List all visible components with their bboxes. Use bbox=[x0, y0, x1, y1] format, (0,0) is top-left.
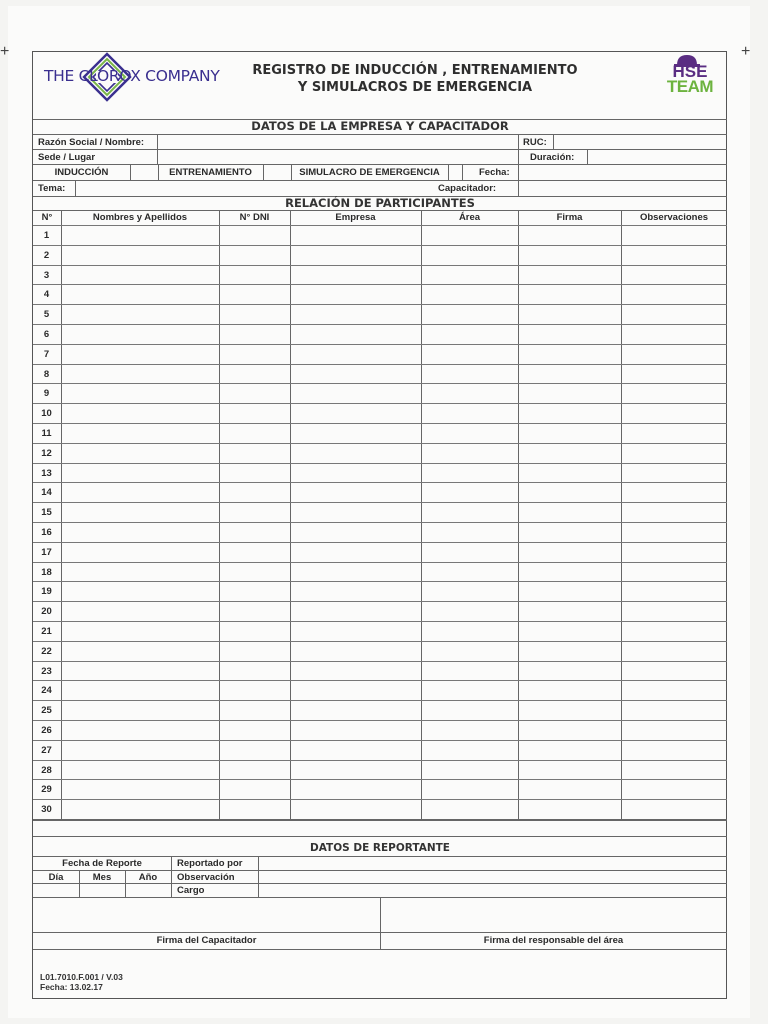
column-header: Nombres y Apellidos bbox=[92, 212, 188, 223]
row-number: 19 bbox=[41, 586, 52, 598]
fecha-label: Fecha: bbox=[479, 167, 510, 178]
row-number: 22 bbox=[41, 645, 52, 657]
row-number: 11 bbox=[41, 428, 52, 439]
row-number: 16 bbox=[41, 527, 52, 538]
participant-row[interactable] bbox=[33, 304, 727, 324]
reportado-por-label: Reportado por bbox=[177, 858, 243, 869]
participant-row[interactable] bbox=[33, 225, 727, 245]
row-number: 9 bbox=[43, 388, 50, 400]
observacion-label: Observación bbox=[177, 872, 235, 883]
participant-row[interactable] bbox=[33, 344, 727, 364]
document-date: Fecha: 13.02.17 bbox=[40, 982, 103, 992]
participant-row[interactable] bbox=[33, 324, 727, 344]
row-number: 15 bbox=[41, 507, 52, 519]
empresa-section-title: DATOS DE LA EMPRESA Y CAPACITADOR bbox=[251, 119, 509, 133]
dia-label: Día bbox=[48, 872, 64, 883]
cargo-label: Cargo bbox=[177, 885, 205, 896]
row-number: 18 bbox=[41, 566, 52, 578]
row-number: 30 bbox=[41, 804, 52, 816]
participant-row[interactable] bbox=[33, 522, 727, 542]
participant-row[interactable] bbox=[33, 423, 727, 443]
row-number: 13 bbox=[41, 467, 52, 479]
participant-row[interactable] bbox=[33, 720, 727, 740]
participant-row[interactable] bbox=[33, 403, 727, 423]
participant-row[interactable] bbox=[33, 641, 727, 661]
participant-row[interactable] bbox=[33, 265, 727, 285]
row-number: 8 bbox=[43, 368, 50, 380]
participant-row[interactable] bbox=[33, 482, 727, 502]
document-code-block bbox=[40, 972, 123, 992]
row-number: 6 bbox=[43, 329, 50, 340]
row-number: 1 bbox=[43, 230, 50, 241]
reportante-section-title: DATOS DE REPORTANTE bbox=[310, 842, 450, 854]
participant-row[interactable] bbox=[33, 661, 727, 681]
participant-row[interactable] bbox=[33, 364, 727, 384]
row-number: 23 bbox=[41, 665, 52, 677]
participant-row[interactable] bbox=[33, 284, 727, 304]
participant-row[interactable] bbox=[33, 542, 727, 562]
participant-row[interactable] bbox=[33, 700, 727, 720]
participant-row[interactable] bbox=[33, 562, 727, 582]
row-number: 12 bbox=[41, 447, 52, 459]
row-number: 28 bbox=[41, 764, 52, 776]
row-number: 7 bbox=[43, 348, 50, 360]
participant-row[interactable] bbox=[33, 443, 727, 463]
participant-row[interactable] bbox=[33, 680, 727, 700]
duracion-label: Duración: bbox=[530, 152, 575, 163]
participant-row[interactable] bbox=[33, 779, 727, 799]
participant-row[interactable] bbox=[33, 760, 727, 780]
participant-row[interactable] bbox=[33, 601, 727, 621]
column-header: Empresa bbox=[335, 212, 376, 223]
anio-label: Año bbox=[138, 872, 158, 883]
document-code: L01.7010.F.001 / V.03 bbox=[40, 972, 123, 982]
ruc-label: RUC: bbox=[523, 137, 547, 148]
participant-row[interactable] bbox=[33, 383, 727, 403]
form-title-line1: REGISTRO DE INDUCCIÓN , ENTRENAMIENTO bbox=[252, 63, 578, 78]
row-number: 29 bbox=[41, 784, 52, 796]
row-number: 27 bbox=[41, 744, 52, 756]
induccion-label: INDUCCIÓN bbox=[54, 167, 109, 178]
column-header: Firma bbox=[556, 212, 583, 223]
simulacro-label: SIMULACRO DE EMERGENCIA bbox=[299, 167, 440, 178]
sede-label: Sede / Lugar bbox=[38, 152, 96, 163]
column-header: N° DNI bbox=[239, 212, 270, 223]
participantes-section-title: RELACIÓN DE PARTICIPANTES bbox=[285, 196, 475, 210]
row-number: 3 bbox=[43, 269, 50, 281]
razon-social-label: Razón Social / Nombre: bbox=[38, 137, 145, 148]
row-number: 24 bbox=[41, 685, 52, 697]
clorox-logo: THE CLOROX COMPANY bbox=[44, 67, 220, 85]
row-number: 21 bbox=[41, 626, 52, 637]
row-number: 2 bbox=[43, 249, 50, 261]
hse-logo-text: HSE bbox=[672, 62, 708, 81]
row-number: 14 bbox=[41, 487, 52, 499]
participant-row[interactable] bbox=[33, 799, 727, 819]
firma-capacitador-label: Firma del Capacitador bbox=[156, 935, 257, 946]
participant-row[interactable] bbox=[33, 502, 727, 522]
participant-row[interactable] bbox=[33, 621, 727, 641]
entrenamiento-label: ENTRENAMIENTO bbox=[169, 167, 252, 178]
row-number: 17 bbox=[41, 546, 52, 558]
firma-responsable-label: Firma del responsable del área bbox=[483, 935, 624, 946]
crop-mark-left: + bbox=[0, 43, 10, 60]
row-number: 5 bbox=[43, 309, 50, 321]
column-header: Observaciones bbox=[639, 212, 709, 223]
column-header: Área bbox=[458, 212, 481, 223]
participant-row[interactable] bbox=[33, 581, 727, 601]
crop-mark-right: + bbox=[741, 43, 751, 60]
form-title-line2: Y SIMULACROS DE EMERGENCIA bbox=[297, 80, 533, 95]
column-header: N° bbox=[41, 212, 53, 223]
fecha-reporte-label: Fecha de Reporte bbox=[62, 858, 142, 869]
participant-row[interactable] bbox=[33, 740, 727, 760]
row-number: 4 bbox=[43, 289, 50, 301]
capacitador-label: Capacitador: bbox=[438, 183, 497, 194]
mes-label: Mes bbox=[92, 872, 112, 883]
row-number: 25 bbox=[41, 705, 52, 717]
row-number: 26 bbox=[41, 725, 52, 736]
participant-row[interactable] bbox=[33, 463, 727, 483]
tema-label: Tema: bbox=[38, 183, 66, 194]
hse-logo-team: TEAM bbox=[666, 77, 714, 96]
row-number: 10 bbox=[41, 408, 52, 420]
participant-row[interactable] bbox=[33, 245, 727, 265]
row-number: 20 bbox=[41, 606, 52, 618]
